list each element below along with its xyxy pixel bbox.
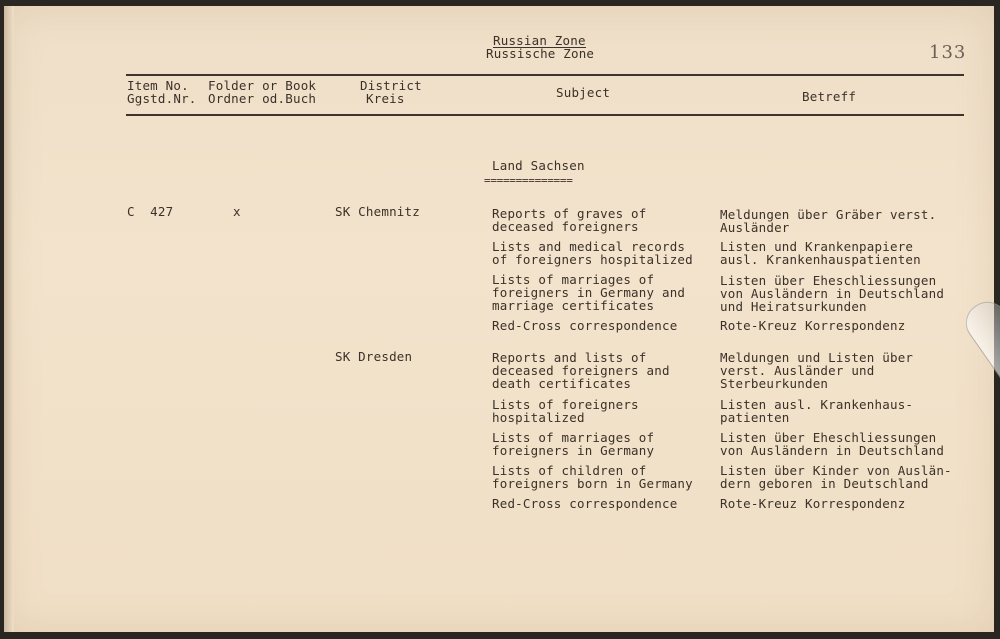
entry-betreff: Listen und Krankenpapiere ausl. Krankenhauspatienten bbox=[720, 239, 921, 267]
entry-subject: Red-Cross correspondence bbox=[492, 496, 678, 511]
col-folder-en: Folder or Book bbox=[208, 78, 317, 93]
entry-betreff: Meldungen und Listen über verst. Ausländer und Sterbeurkunden bbox=[720, 350, 914, 391]
paper-clip bbox=[958, 294, 1000, 443]
entry-subject: Red-Cross correspondence bbox=[492, 318, 678, 333]
col-subject: Subject bbox=[556, 85, 611, 100]
entry-betreff: Listen ausl. Krankenhaus- patienten bbox=[720, 397, 914, 425]
page-binding bbox=[4, 6, 14, 632]
folder-mark: x bbox=[233, 204, 241, 219]
header-top-rule bbox=[126, 74, 964, 76]
col-betreff: Betreff bbox=[802, 89, 857, 104]
page-number: 133 bbox=[929, 42, 967, 63]
entry-subject: Lists and medical records of foreigners hospitalized bbox=[492, 239, 693, 267]
entry-subject: Lists of marriages of foreigners in Germany bbox=[492, 430, 655, 458]
section-underline: ============== bbox=[484, 174, 573, 187]
entry-subject: Lists of children of foreigners born in Germany bbox=[492, 463, 693, 491]
section-title: Land Sachsen bbox=[492, 158, 585, 173]
entry-betreff: Meldungen über Gräber verst. Ausländer bbox=[720, 207, 937, 235]
entry-subject: Reports and lists of deceased foreigners and death certificates bbox=[492, 350, 670, 391]
entry-betreff: Rote-Kreuz Korrespondenz bbox=[720, 496, 906, 511]
col-item-en: Item No. bbox=[127, 78, 189, 93]
item-number: C 427 bbox=[127, 204, 174, 219]
entry-betreff: Listen über Kinder von Auslän- dern geboren in Deutschland bbox=[720, 463, 952, 491]
entry-betreff: Listen über Eheschliessungen von Ausländern in Deutschland und Heiratsurkunden bbox=[720, 273, 945, 314]
entry-betreff: Listen über Eheschliessungen von Ausländern in Deutschland bbox=[720, 430, 945, 458]
document-page bbox=[4, 6, 994, 632]
zone-title-en: Russian Zone bbox=[493, 33, 586, 48]
col-folder-de: Ordner od.Buch bbox=[208, 91, 317, 106]
entry-subject: Lists of foreigners hospitalized bbox=[492, 397, 639, 425]
col-district-en: District bbox=[360, 78, 422, 93]
entry-subject: Reports of graves of deceased foreigners bbox=[492, 206, 647, 234]
entry-betreff: Rote-Kreuz Korrespondenz bbox=[720, 318, 906, 333]
district-name: SK Dresden bbox=[335, 349, 413, 364]
col-district-de: Kreis bbox=[366, 91, 405, 106]
entry-subject: Lists of marriages of foreigners in Germany and marriage certificates bbox=[492, 272, 686, 313]
district-name: SK Chemnitz bbox=[335, 204, 420, 219]
header-bottom-rule bbox=[126, 114, 964, 116]
zone-title-de: Russische Zone bbox=[486, 46, 595, 61]
col-item-de: Ggstd.Nr. bbox=[127, 91, 197, 106]
